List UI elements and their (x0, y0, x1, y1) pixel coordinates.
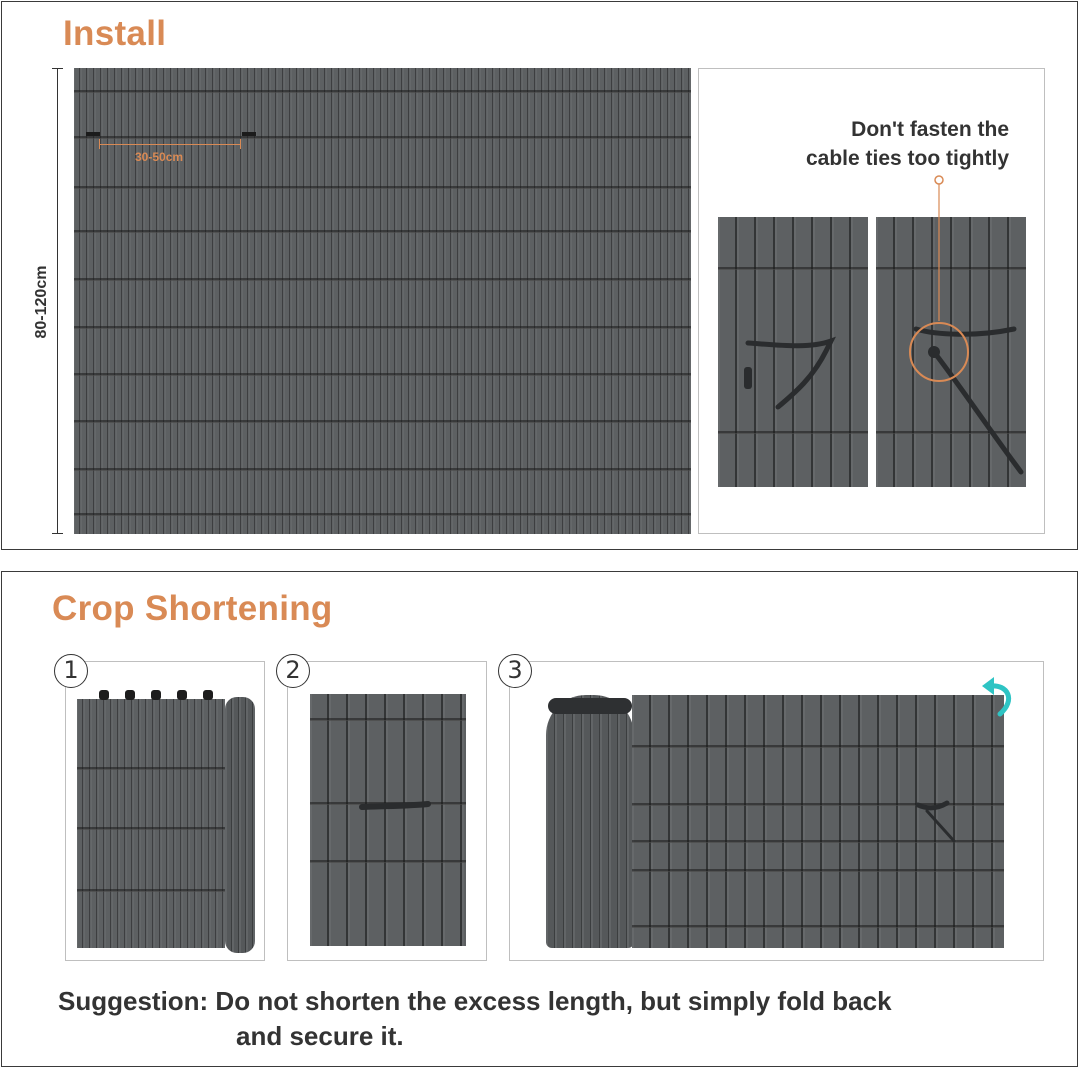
step-3-frame (509, 661, 1044, 961)
suggestion-line-1: Suggestion: Do not shorten the excess length, but simply fold back (58, 986, 892, 1016)
height-dimension-cap-top (52, 68, 63, 69)
cable-tie-left (86, 132, 100, 136)
step-2-frame (287, 661, 487, 961)
step-2-cable-tie-icon (310, 694, 466, 946)
highlight-annotation (699, 69, 1046, 535)
cable-tie-detail-frame (698, 68, 1045, 534)
step-1-frame (65, 661, 265, 961)
step-3-roll-image (546, 695, 634, 948)
callout-line-2: cable ties too tightly (805, 147, 1009, 170)
step-3-number: 3 (498, 654, 532, 688)
step-1-cut-marks (66, 686, 266, 726)
step-2-number: 2 (276, 654, 310, 688)
callout-line-1: Don't fasten the (851, 118, 1009, 141)
install-section (1, 1, 1078, 550)
step-1-number: 1 (54, 654, 88, 688)
fence-main-image (74, 68, 691, 534)
height-dimension-cap-bottom (52, 533, 63, 534)
height-label: 80-120cm (33, 247, 53, 357)
spacing-dimension-line (99, 144, 241, 145)
crop-section (1, 571, 1078, 1067)
step-1-roll-image (225, 697, 255, 953)
step-3-cable-tie-icon (632, 695, 1004, 948)
spacing-cap-left (99, 139, 100, 149)
spacing-label: 30-50cm (135, 150, 184, 164)
crop-heading: Crop Shortening (52, 589, 333, 628)
suggestion-line-2: and secure it. (236, 1021, 404, 1051)
fold-back-arrow-icon (978, 670, 1018, 720)
cable-tie-right (242, 132, 256, 136)
step-3-fence-image (632, 695, 1004, 948)
height-dimension-line (57, 68, 58, 534)
step-3-roll-top (548, 698, 632, 714)
step-2-fence-image (310, 694, 466, 946)
spacing-cap-right (240, 139, 241, 149)
step-1-fence-image (77, 699, 225, 948)
install-heading: Install (63, 14, 167, 53)
